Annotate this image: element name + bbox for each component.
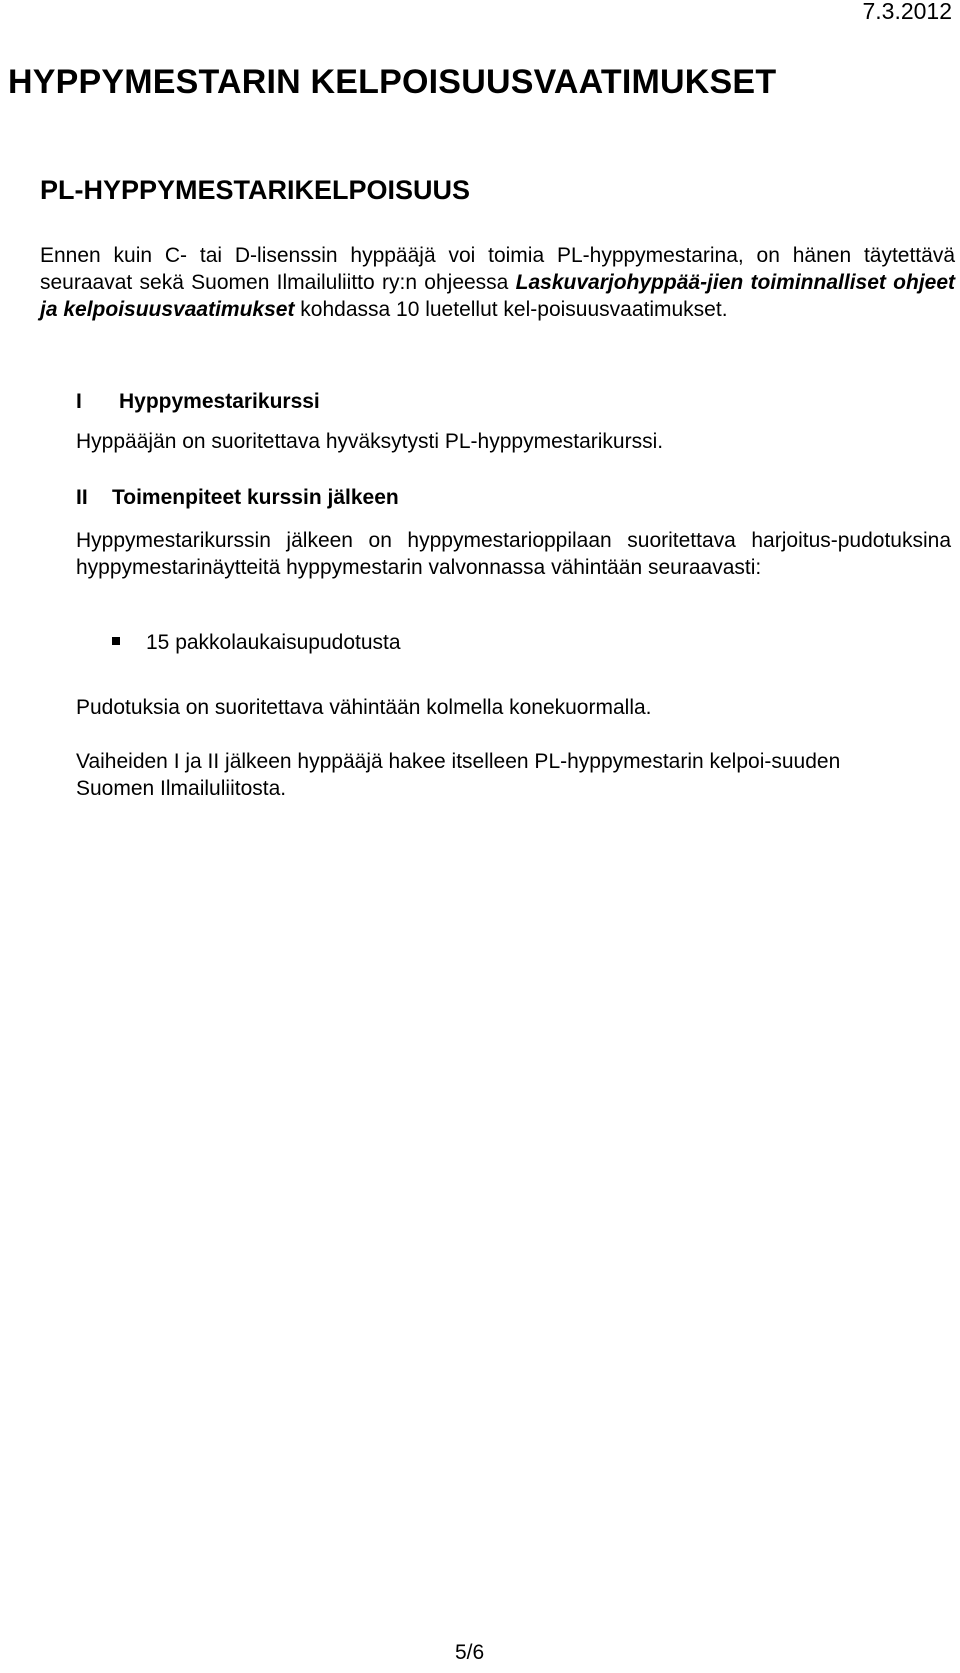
intro-text-before: Ennen kuin C- tai D-lisenssin hyppääjä voi toimia PL-hyppymestarina, on hänen täytettävä seuraavat sekä Suomen Ilmailuliitto ry:n ohjeessa bbox=[40, 244, 955, 294]
intro-paragraph bbox=[40, 242, 955, 323]
intro-text-after: kohdassa 10 luetellut kel-poisuusvaatimukset. bbox=[294, 298, 728, 321]
step-2-heading bbox=[76, 484, 399, 511]
list-item-label: 15 pakkolaukaisupudotusta bbox=[146, 631, 401, 654]
page-number: 5/6 bbox=[455, 1641, 485, 1664]
step-1-number: I bbox=[76, 390, 82, 413]
section-title: PL-HYPPYMESTARIKELPOISUUS bbox=[40, 175, 471, 205]
document-title: HYPPYMESTARIN KELPOISUUSVAATIMUKSET bbox=[8, 63, 777, 101]
intro-emphasis-reference: Laskuvarjohyppää-jien toiminnalliset ohjeet ja kelpoisuusvaatimukset bbox=[40, 271, 956, 321]
step-1-heading bbox=[76, 388, 320, 415]
document-date: 7.3.2012 bbox=[862, 0, 952, 24]
step-1-text: Hyppääjän on suoritettava hyväksytysti PL-hyppymestarikurssi. bbox=[76, 430, 664, 453]
final-paragraph: Vaiheiden I ja II jälkeen hyppääjä hakee itselleen PL-hyppymestarin kelpoi-suuden Suomen Ilmailuliitosta. bbox=[76, 750, 841, 800]
drops-paragraph: Pudotuksia on suoritettava vähintään kolmella konekuormalla. bbox=[76, 696, 652, 719]
step-1-title: Hyppymestarikurssi bbox=[119, 390, 320, 413]
step-2-bullet-list bbox=[112, 629, 401, 656]
step-2-number: II bbox=[76, 486, 88, 509]
step-2-title: Toimenpiteet kurssin jälkeen bbox=[112, 486, 399, 509]
step-2-text: Hyppymestarikurssin jälkeen on hyppymestarioppilaan suoritettava harjoitus-pudotuksina hyppymestarinäytteitä hyppymestarin valvonnassa vähintään seuraavasti: bbox=[76, 529, 951, 579]
list-item bbox=[112, 629, 401, 656]
square-bullet-icon bbox=[112, 637, 120, 645]
